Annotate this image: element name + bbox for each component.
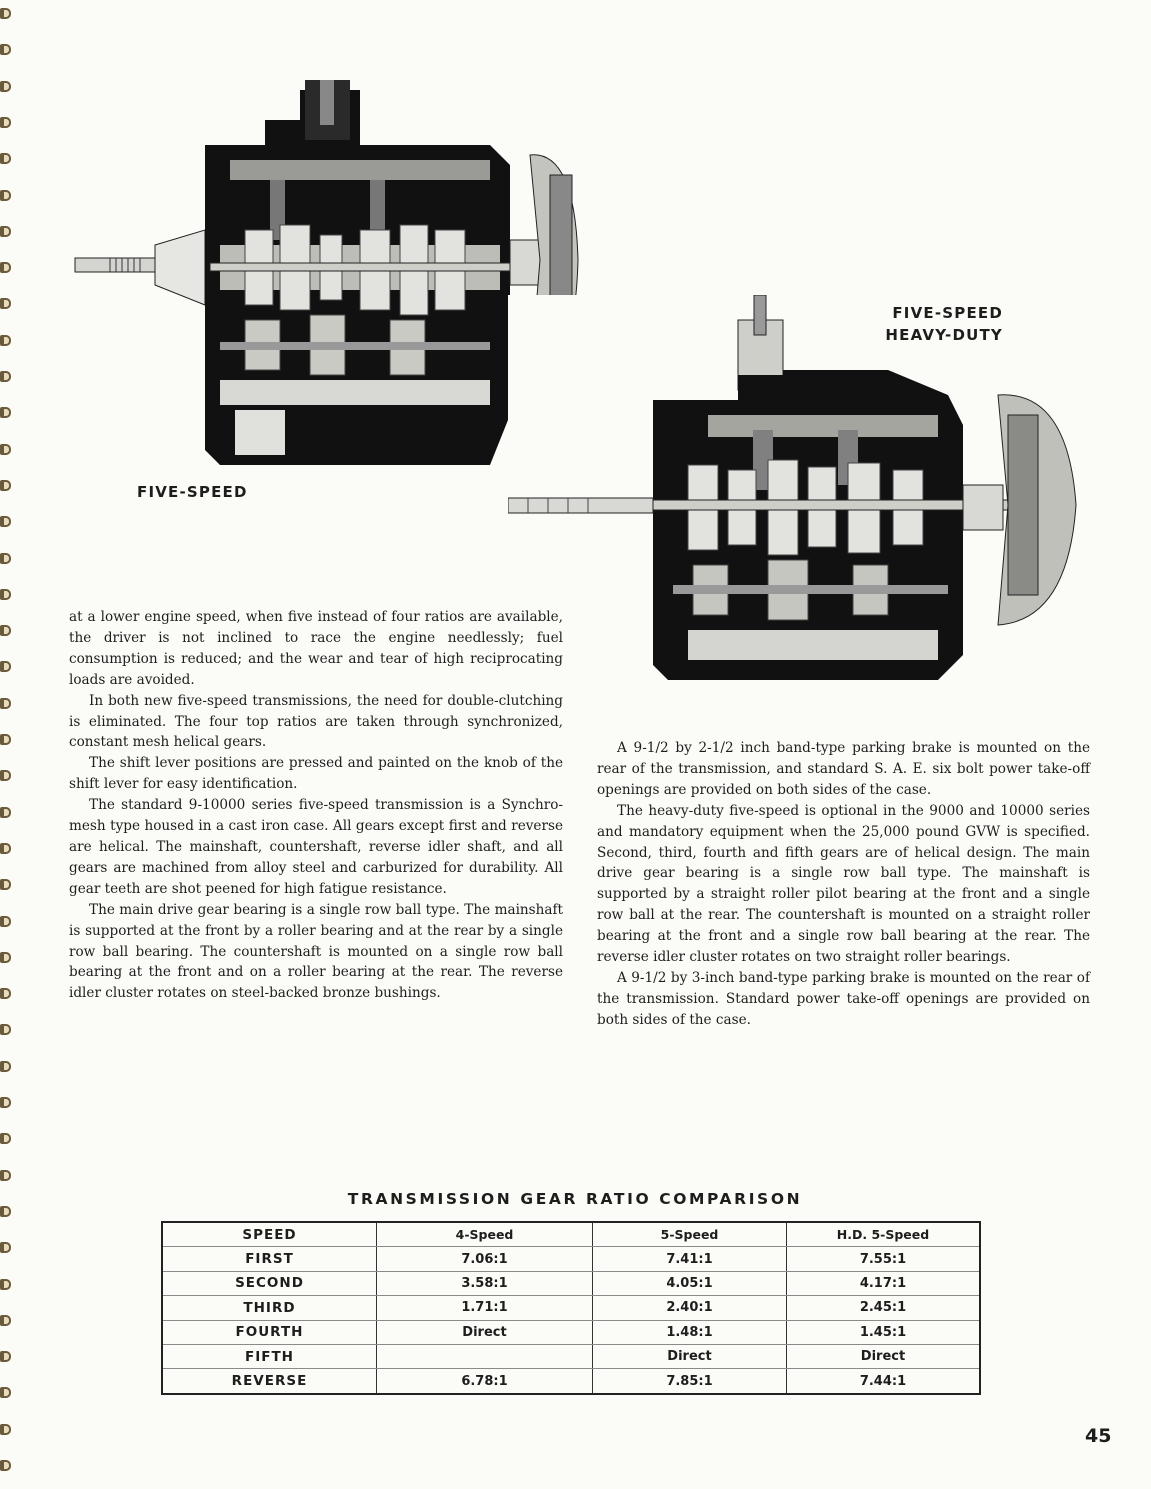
cell: 7.06:1 <box>377 1247 593 1271</box>
cell: 1.71:1 <box>377 1296 593 1320</box>
binding-ring <box>0 117 11 128</box>
paragraph: The heavy-duty five-speed is optional in the 9000 and 10000 series and mandatory equipment when the 25,000 pound GVW is specified. Second, third, fourth and fifth gears are of helical design. The main drive gear bearing is a single row ball type. The mainshaft is supported by a straight roller pilot bearing at the front and a single row ball at the rear. The countershaft is mounted on a straight roller bearing at the front and a single row ball bearing at the rear. The reverse idler cluster rotates on two straight roller bearings. <box>597 802 1090 966</box>
heavy-duty-caption-line1: FIVE-SPEED <box>892 304 1003 322</box>
binding-ring <box>0 335 11 346</box>
heavy-duty-transmission-illustration <box>508 295 1083 695</box>
binding-ring <box>0 1387 11 1398</box>
paragraph: The shift lever positions are pressed and painted on the knob of the shift lever for easy identification. <box>69 755 563 793</box>
cell: 1.48:1 <box>593 1320 787 1344</box>
table-header-row <box>162 1222 980 1247</box>
binding-ring <box>0 698 11 709</box>
binding-ring <box>0 516 11 527</box>
cell: 7.85:1 <box>593 1369 787 1394</box>
binding-ring <box>0 153 11 164</box>
right-text-column <box>597 738 1090 1031</box>
cell: 7.44:1 <box>787 1369 981 1394</box>
binding-ring <box>0 1279 11 1290</box>
paragraph: The main drive gear bearing is a single row ball type. The mainshaft is supported at the front by a roller bearing and at the rear by a single row ball bearing. The countershaft is mounted on a single row ball bearing at the front and on a roller bearing at the rear. The reverse idler cluster rotates on steel-backed bronze bushings. <box>69 901 563 1002</box>
binding-ring <box>0 1097 11 1108</box>
binding-ring <box>0 444 11 455</box>
table-row <box>162 1296 980 1320</box>
binding-ring <box>0 1170 11 1181</box>
gear-ratio-table <box>161 1221 981 1395</box>
row-label: REVERSE <box>162 1369 377 1394</box>
binding-ring <box>0 916 11 927</box>
binding-ring <box>0 625 11 636</box>
heavy-duty-caption-line2: HEAVY-DUTY <box>885 326 1003 344</box>
binding-ring <box>0 1061 11 1072</box>
binding-ring <box>0 1024 11 1035</box>
binding-ring <box>0 407 11 418</box>
left-text-column <box>69 607 563 1004</box>
binding-ring <box>0 661 11 672</box>
row-label: FIRST <box>162 1247 377 1271</box>
spiral-binding <box>0 0 16 1489</box>
header-hd-5-speed: H.D. 5-Speed <box>787 1222 981 1247</box>
binding-ring <box>0 1315 11 1326</box>
binding-ring <box>0 226 11 237</box>
cell: 7.41:1 <box>593 1247 787 1271</box>
cell: 4.05:1 <box>593 1271 787 1295</box>
row-label: SECOND <box>162 1271 377 1295</box>
binding-ring <box>0 1351 11 1362</box>
binding-ring <box>0 879 11 890</box>
binding-ring <box>0 8 11 19</box>
row-label: FIFTH <box>162 1344 377 1368</box>
cell <box>377 1344 593 1368</box>
paragraph: In both new five-speed transmissions, the need for double-clutching is eliminated. The four top ratios are taken through synchronized, constant mesh helical gears. <box>69 692 563 751</box>
binding-ring <box>0 770 11 781</box>
cell: Direct <box>377 1320 593 1344</box>
paragraph: at a lower engine speed, when five instead of four ratios are available, the driver is not inclined to race the engine needlessly; fuel consumption is reduced; and the wear and tear of high reciprocating loads are avoided. <box>69 609 563 688</box>
page-number: 45 <box>1085 1425 1112 1447</box>
header-speed: SPEED <box>162 1222 377 1247</box>
header-5-speed: 5-Speed <box>593 1222 787 1247</box>
cell: 7.55:1 <box>787 1247 981 1271</box>
cell: Direct <box>593 1344 787 1368</box>
paragraph: A 9-1/2 by 3-inch band-type parking brake is mounted on the rear of the transmission. Standard power take-off openings are provided on both sides of the case. <box>597 969 1090 1028</box>
binding-ring <box>0 1424 11 1435</box>
binding-ring <box>0 480 11 491</box>
table-row <box>162 1320 980 1344</box>
table-row <box>162 1271 980 1295</box>
table-title: TRANSMISSION GEAR RATIO COMPARISON <box>347 1190 803 1208</box>
table-row <box>162 1247 980 1271</box>
binding-ring <box>0 553 11 564</box>
binding-ring <box>0 807 11 818</box>
header-4-speed: 4-Speed <box>377 1222 593 1247</box>
binding-ring <box>0 81 11 92</box>
paragraph: A 9-1/2 by 2-1/2 inch band-type parking brake is mounted on the rear of the transmission, and standard S. A. E. six bolt power take-off openings are provided on both sides of the case. <box>597 740 1090 798</box>
heavy-duty-caption <box>885 302 1003 346</box>
five-speed-caption: FIVE-SPEED <box>137 483 248 501</box>
row-label: FOURTH <box>162 1320 377 1344</box>
binding-ring <box>0 1133 11 1144</box>
cell: 2.40:1 <box>593 1296 787 1320</box>
cell: 2.45:1 <box>787 1296 981 1320</box>
binding-ring <box>0 589 11 600</box>
binding-ring <box>0 298 11 309</box>
binding-ring <box>0 843 11 854</box>
paragraph: The standard 9-10000 series five-speed transmission is a Synchro-mesh type housed in a cast iron case. All gears except first and reverse are helical. The mainshaft, countershaft, reverse idler shaft, and all gears are machined from alloy steel and carburized for durability. All gear teeth are shot peened for high fatigue resistance. <box>69 797 563 897</box>
binding-ring <box>0 190 11 201</box>
row-label: THIRD <box>162 1296 377 1320</box>
cell: Direct <box>787 1344 981 1368</box>
binding-ring <box>0 1460 11 1471</box>
binding-ring <box>0 988 11 999</box>
cell: 1.45:1 <box>787 1320 981 1344</box>
binding-ring <box>0 1242 11 1253</box>
table-row <box>162 1344 980 1368</box>
cell: 3.58:1 <box>377 1271 593 1295</box>
binding-ring <box>0 734 11 745</box>
binding-ring <box>0 262 11 273</box>
binding-ring <box>0 371 11 382</box>
binding-ring <box>0 44 11 55</box>
binding-ring <box>0 1206 11 1217</box>
cell: 4.17:1 <box>787 1271 981 1295</box>
binding-ring <box>0 952 11 963</box>
table-row <box>162 1369 980 1394</box>
cell: 6.78:1 <box>377 1369 593 1394</box>
